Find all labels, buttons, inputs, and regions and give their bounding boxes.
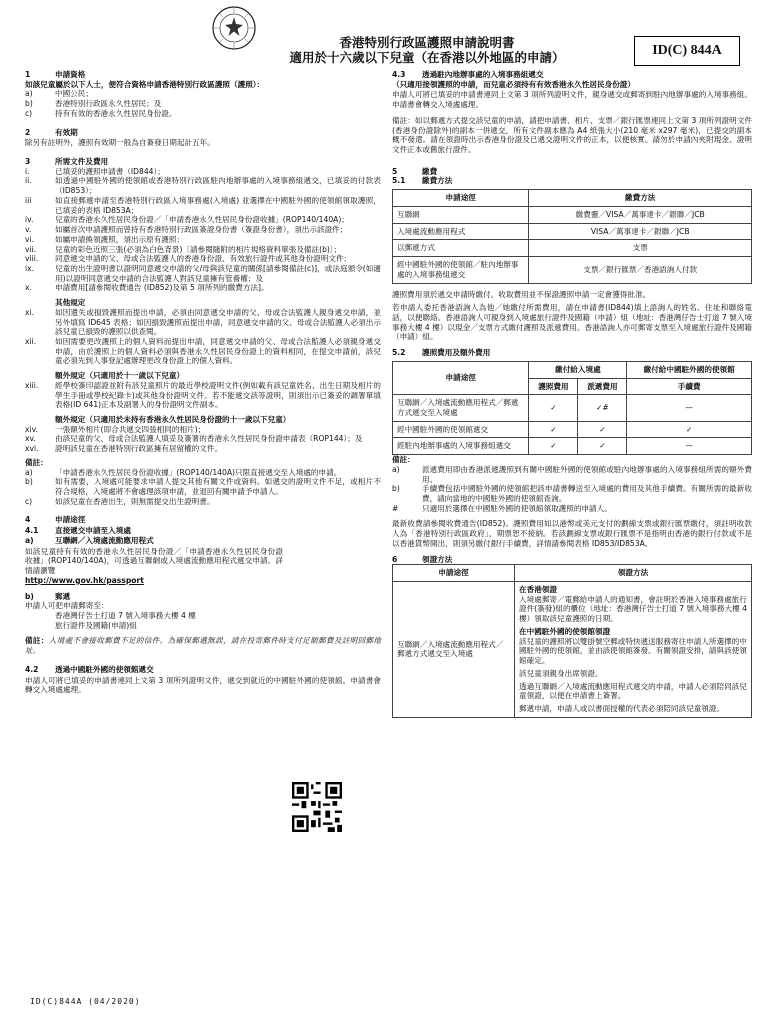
extra-requirements-2-heading: 額外規定（只適用於未持有香港永久性居民身份證的十一歲以下兒童） [55, 415, 291, 424]
section-1-intro: 如該兒童屬於以下人士，便符合資格申請香港特別行政區護照（護照）： [25, 79, 265, 89]
table-header-row: 護照費用 派遞費用 手續費 [393, 378, 752, 395]
section-4-2-text: 申請人可將已填妥的申請書連同上文第 3 項所列證明文件，遞交到就近的中國駐外國的使領館。申請書會轉交入境處處理。 [25, 675, 381, 695]
form-code-box: ID(C) 844A [634, 36, 740, 66]
fee-note-1: 護照費用須於遞交申請時繳付。收取費用並不保證護照申請一定會獲得批准。 [392, 289, 651, 299]
list-item: v. 如屬首次申請護照而曾持有香港特別行政區簽證身份書（簽證身份書），須出示該證件； [25, 225, 348, 235]
section-4-3-note: 備註：如以郵遞方式提交該兒童的申請，請把申請書、相片、支票／銀行匯票連同上文第 3 項所列證明文件(香港身份證除外)的副本一併遞交，所有文件副本應為 A4 紙張大小(210 毫米 x297 毫米)，已提交的副本概不發還。請在領證時出示香港身份證及已遞交證明文件的正本，以便核實。請勿於申請內夾附現金、證明文件正本或舊旅行證件。 [392, 115, 752, 155]
payment-method-table [392, 189, 752, 283]
list-item: vii. 兒童的彩色近照三張(必須為白色背景)〔請參閱隨附的相片規格資料單張及備註(b)〕； [25, 244, 342, 254]
section-2-heading: 2 有效期 [25, 127, 78, 137]
list-item: xiv. 一張額外相片(即合共遞交四張相同的相片)； [25, 424, 206, 434]
section-4-1-heading: 4.1 直接遞交申請至入境處 [25, 526, 131, 536]
extra-requirements-1-heading: 額外規定（只適用於十一歲以下兒童） [55, 371, 185, 381]
subsection-b-heading: b) 郵遞 [25, 591, 71, 601]
mail-address-2: 旅行證件及國籍(申請)組 [55, 620, 137, 630]
section-4-3-text: 申請人可將已填妥的申請書連同上文第 3 項所列證明文件，親身遞交或郵寄到駐內地辦事處的入境事務組。申請書會轉交入境處處理。 [392, 90, 752, 110]
list-item: i. 已填妥的護照申請書（ID844）； [25, 166, 165, 176]
fee-notes-heading: 備註： [392, 455, 415, 465]
footer-form-code: ID(C)844A (04/2020) [30, 997, 141, 1006]
left-column [25, 70, 381, 698]
title-line-2: 適用於十六歲以下兒童（在香港以外地區的申請） [289, 50, 565, 65]
list-item: viii. 同意遞交申請的父、母或合法監護人的香港身份證、有效旅行證件或其他身份證明文件； [25, 254, 352, 264]
section-4-heading: 4 申請途徑 [25, 515, 86, 525]
table-header-row: 申請途徑 繳費方法 [393, 190, 752, 207]
list-item: b) 手續費包括中國駐外國的使領館把該申請書轉送至入境處的費用及其他手續費。有關所需的最新收費，請向當地的中國駐外國的使領館查詢。 [392, 484, 752, 503]
list-item: iv. 兒童的香港永久性居民身份證／「申請香港永久性居民身份證收據」(ROP140/140A)； [25, 215, 349, 225]
section-2-text: 除另有註明外，護照有效期一般為自簽發日期起計五年。 [25, 138, 215, 148]
internet-text: 如該兒童持有有效的香港永久性居民身份證／「申請香港永久性居民身份證收據」(ROP140/140A)，可透過互聯網或入境處流動應用程式遞交申請。詳情請瀏覽 http://www.gov.hk/passport [25, 546, 283, 585]
qr-code-icon [292, 782, 342, 832]
fee-table [392, 361, 752, 455]
list-item: ii. 如透過中國駐外國的使領館或香港特別行政區駐內地辦事處的入境事務組遞交，已填妥的付款表（ID853）； [25, 176, 381, 196]
list-item: # 只適用於選擇在中國駐外國的使領館領取護照的申請人。 [392, 503, 612, 513]
list-item: b) 如有需要，入境處可能要求申請人提交其他有關文件或資料。如遞交的證明文件不足，或相片不符合規格，入境處將不會處理該項申請，並退回有關申請予申請人。 [25, 477, 381, 497]
table-header-row: 申請途徑 領證方法 [393, 565, 752, 582]
section-4-3-sub: （只適用接領護照的申請，而兒童必須持有有效香港永久性居民身份證） [392, 79, 635, 89]
table-row: 互聯網／入境處流動應用程式／郵遞方式遞交至入境處 在香港領證 入境處郵寄／電郵給申請人的通知書，會註明於香港入境事務處旅行證件(簽發)組的櫃位（地址：香港灣仔告士打道 7 號入境事務大樓 4 樓）領取該兒童護照的日期。 在中國駐外國的使領館領證 該兒童的護照將以雙掛號空郵或特快遞送服務寄往申請人所選擇的中國駐外國的使領館，並由該使領館簽發。有關領證安排，請與該使領館確定。 該兒童須親身出席領證。 透過互聯網／入境處流動應用程式遞交的申請，申請人必須陪同該兒童領證，以便在申請書上簽署。 郵遞申請，申請人或以書面授權的代表必須陪同該兒童領證。 [393, 582, 752, 718]
right-column [392, 70, 752, 718]
table-row: 互聯網 繳費靈／VISA／萬事達卡／銀聯／JCB [393, 206, 752, 223]
list-item: c) 如該兒童在香港出生，則無需提交出生證明書。 [25, 496, 215, 506]
section-5-heading: 5 繳費 [392, 166, 438, 176]
subsection-a-heading: a) 互聯網／入境處流動應用程式 [25, 535, 154, 545]
hksar-emblem-icon [210, 4, 258, 52]
list-item: a) 「申請香港永久性居民身份證收據」(ROP140/140A)只限直接遞交至入境處的申請。 [25, 467, 342, 477]
list-item: iii 如直接郵遞申請至香港特別行政區入境事務處(入境處) 並選擇在中國駐外國的使領館領取護照，已填妥的表格 ID853A； [25, 195, 381, 215]
collection-table [392, 564, 752, 717]
table-header-row: 申請途徑 繳付給入境處 繳付給中國駐外國的使領館 [393, 361, 752, 378]
table-row: 入境處流動應用程式 VISA／萬事達卡／銀聯／JCB [393, 223, 752, 240]
list-item: xv. 由該兒童的父、母或合法監護人填妥及簽署的香港永久性居民身份證申請表（ROP144）；及 [25, 434, 363, 444]
list-item: c) 持有有效的香港永久性居民身份證。 [25, 108, 177, 118]
list-item: xii. 如因需要更改護照上的個人資料而提出申請，同意遞交申請的父、母或合法監護人必須親身遞交申請，由於護照上的個人資料必須與香港永久性居民身份證上的資料相同，在提交申請前，該兒童必須先到人事登記處辦理更改身份證上的個人資料。 [25, 336, 381, 366]
mail-address-1: 香港灣仔告士打道 7 號入境事務大樓 4 樓 [55, 610, 196, 620]
list-item: ix. 兒童的出生證明書以證明同意遞交申請的父/母與該兒童的關係[請參閱備註(c)]，或法庭頒令(如適用)以證明同意遞交申請的合法監護人對該兒童擁有管養權；及 [25, 263, 381, 283]
mail-remark: 備註：入境處不會接收郵費不足的信件。為確保郵遞無誤，請在投寄郵件時支付足額郵費及註明回郵地址。 [25, 636, 382, 656]
list-item: a) 中國公民； [25, 89, 93, 99]
list-item: x. 申請費用[請參閱收費通告 (ID852)及第 5 項所列的繳費方法]。 [25, 283, 269, 293]
section-4-2-heading: 4.2 透過中國駐外國的使領館遞交 [25, 664, 154, 674]
notes-heading: 備註： [25, 457, 48, 467]
page-title [262, 35, 592, 65]
list-item: vi. 如屬申請換領護照，須出示原有護照； [25, 234, 185, 244]
list-item: xiii. 經學校簽印認證並附有該兒童照片的最近學校證明文件(例如載有該兒童姓名、出生日期及相片的學生手冊或學校紀錄卡)或其他身份證明文件。若不能遞交該等證明，則須出示已簽妥的調署單填表格(ID 641)正本及副署人的身份證明文件副本。 [25, 380, 381, 410]
section-5-1-heading: 5.1 繳費方法 [392, 176, 453, 186]
mail-text: 申請人可把申請郵寄至： [25, 601, 109, 611]
passport-link[interactable]: http://www.gov.hk/passport [25, 575, 144, 585]
section-5-2-heading: 5.2 護照費用及額外費用 [392, 348, 491, 358]
list-item: xi. 如因遺失或損毀護照而提出申請，必須由同意遞交申請的父、母或合法監護人親身遞交申請，並另外填寫 ID645 表格；如因損毀護照而提出申請，同意遞交申請的父、母或合法監護人必須出示該兒童已損毀的護照以供查閱。 [25, 307, 381, 337]
section-3-heading: 3 所需文件及費用 [25, 157, 109, 167]
section-6-heading: 6 領證方法 [392, 554, 453, 564]
fee-note-2: 若申請人委托香港語詢人為他／她繳付所需費用，請在申請書(ID844)填上語詢人的姓名、住址和聯絡電話，以便聯絡。香港語詢人可親身到入境處旅行證件及國籍（申請）組（地址：香港灣仔告士打道 7 號入境事務大樓 4 樓）以現金／支票方式繳付護照及派遞費用。香港語詢人亦可郵寄支票至入境處旅行證件及國籍（申請）組。 [392, 303, 752, 342]
list-item: a) 派遞費用即由香港派遞護照到有關中國駐外國的使領館或駐內地辦事處的入境事務組所需的額外費用。 [392, 464, 752, 484]
table-row: 經駐內地辦事處的入境事務組遞交 ✓ ✓ — [393, 438, 752, 455]
title-line-1: 香港特別行政區護照申請說明書 [339, 35, 515, 50]
fee-note-3: 最新收費請參閱收費通告(ID852)。護照費用如以港幣或美元支付的劃線支票或銀行匯票繳付，須註明收款人為「香港特別行政區政府」，期票恕不接納。若該劃線支票或銀行匯票不是指明由香港的銀行付款或不是以香港貨幣開出，則須另繳付銀行手續費，詳情請參閱表格 ID853/ID853A。 [392, 519, 752, 548]
table-row: 經中國駐外國的使領館遞交 ✓ ✓ ✓ [393, 421, 752, 438]
section-4-3-heading: 4.3 透過駐內地辦事處的入境事務組遞交 [392, 70, 544, 79]
list-item: b) 香港特別行政區永久性居民；及 [25, 99, 162, 109]
other-requirements-heading: 其他規定 [55, 298, 86, 308]
header [0, 0, 770, 66]
table-row: 經中國駐外國的使領館／駐內地辦事處的入境事務組遞交 支票／銀行匯票／香港語詢人付款 [393, 257, 752, 283]
section-1-heading: 1 申請資格 [25, 70, 86, 79]
table-row: 互聯網／入境處流動應用程式／郵遞方式遞交至入境處 ✓ ✓# — [393, 395, 752, 421]
table-row: 以郵遞方式 支票 [393, 240, 752, 257]
list-item: xvi. 證明該兒童在香港特別行政區擁有居留權的文件。 [25, 444, 223, 454]
